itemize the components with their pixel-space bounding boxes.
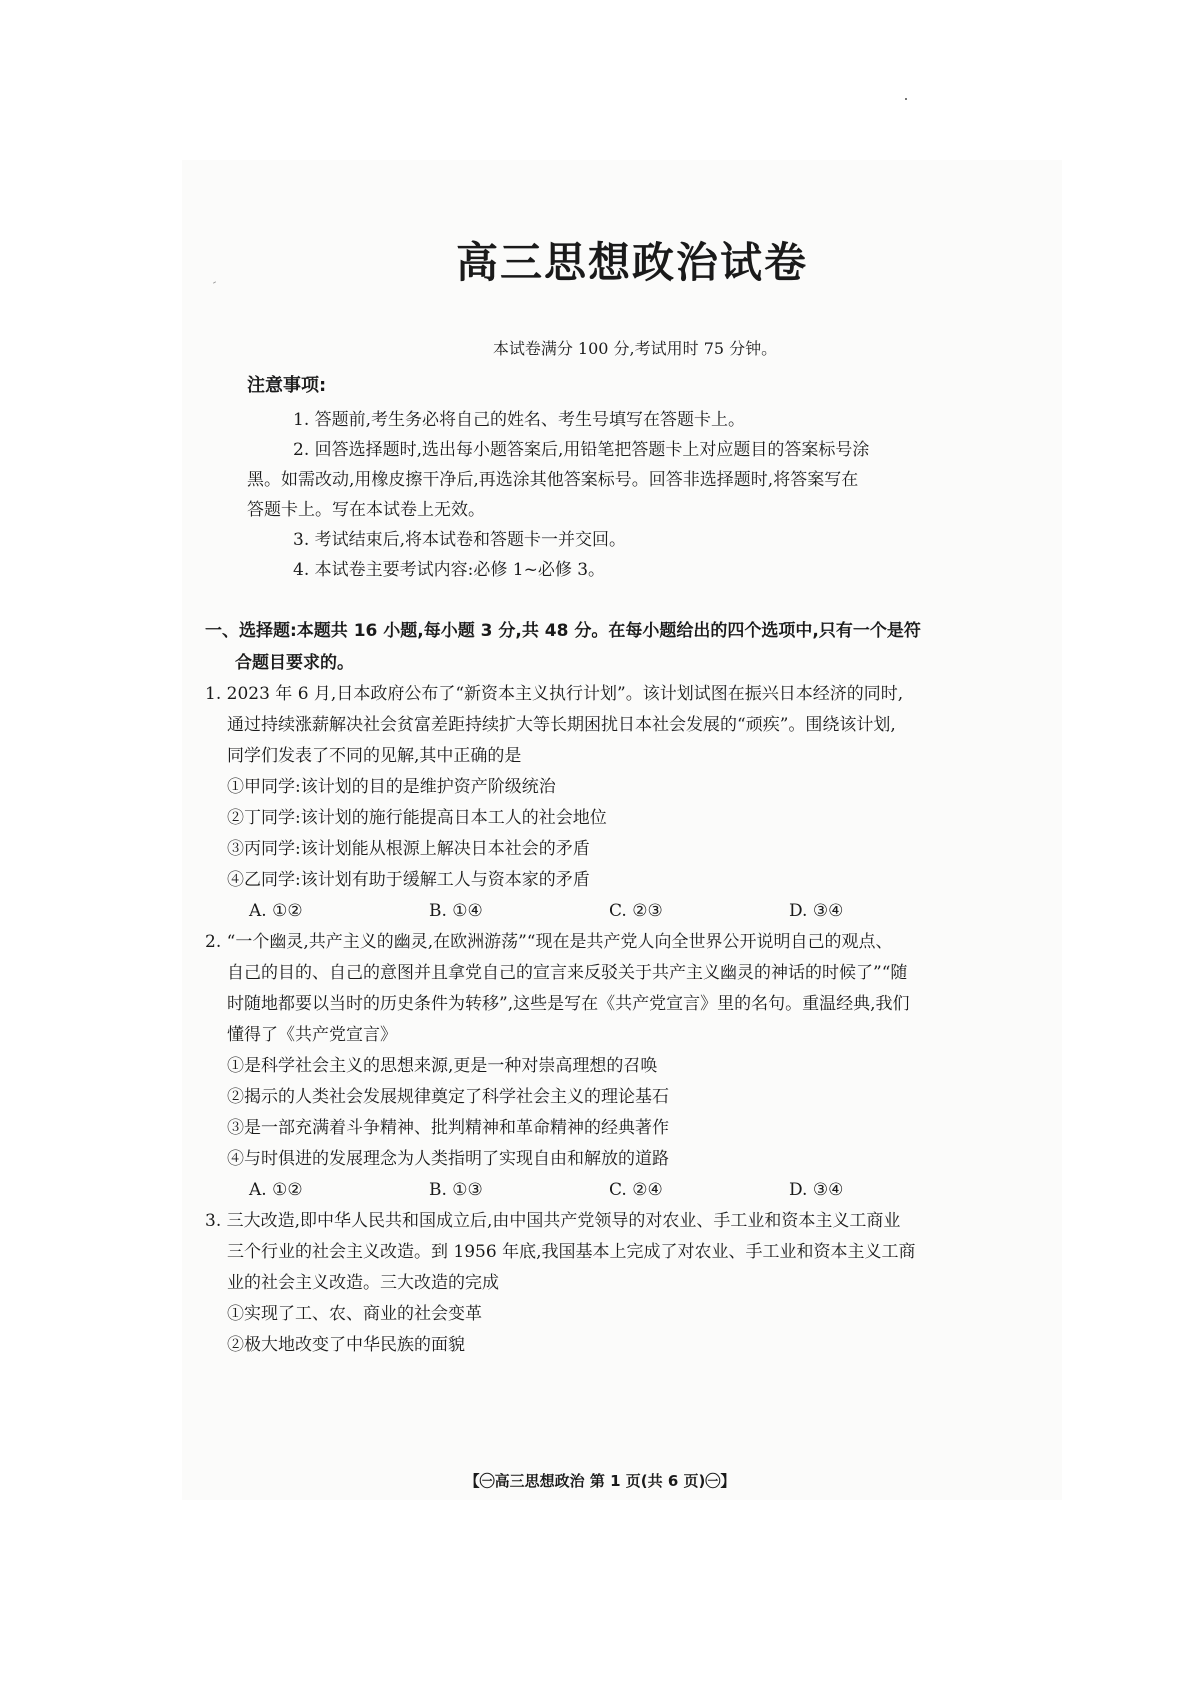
question-stem: 3. 三大改造,即中华人民共和国成立后,由中国共产党领导的对农业、手工业和资本主义工商业 — [205, 1211, 901, 1231]
notes-block — [205, 371, 1035, 585]
answer-choice: A. ①② — [249, 1180, 303, 1200]
question-stem: 三个行业的社会主义改造。到 1956 年底,我国基本上完成了对农业、手工业和资本主义工商 — [227, 1242, 916, 1262]
question-option: ①是科学社会主义的思想来源,更是一种对崇高理想的召唤 — [227, 1056, 658, 1076]
question-option: ③丙同学:该计划能从根源上解决日本社会的矛盾 — [227, 839, 590, 859]
question-stem: 1. 2023 年 6 月,日本政府公布了“新资本主义执行计划”。该计划试图在振兴日本经济的同时, — [205, 684, 904, 704]
answer-choices — [205, 1175, 1035, 1206]
question-2 — [205, 927, 1035, 1206]
section-heading — [205, 615, 1035, 679]
page-footer: 【㊀高三思想政治 第 1 页(共 6 页)㊀】 — [464, 1472, 736, 1490]
page-title: 高三思想政治试卷 — [455, 238, 808, 287]
question-option: ①甲同学:该计划的目的是维护资产阶级统治 — [227, 777, 556, 797]
question-stem: 自己的目的、自己的意图并且拿党自己的宣言来反驳关于共产主义幽灵的神话的时候了”“随 — [227, 963, 908, 983]
note-line: 黑。如需改动,用橡皮擦干净后,再选涂其他答案标号。回答非选择题时,将答案写在 — [247, 470, 859, 490]
answer-choice: A. ①② — [249, 901, 303, 921]
question-stem: 时随地都要以当时的历史条件为转移”,这些是写在《共产党宣言》里的名句。重温经典,我们 — [227, 994, 910, 1014]
note-line: 4. 本试卷主要考试内容:必修 1~必修 3。 — [293, 560, 606, 580]
answer-choice: B. ①④ — [429, 901, 483, 921]
answer-choice: D. ③④ — [789, 1180, 844, 1200]
question-option: ④乙同学:该计划有助于缓解工人与资本家的矛盾 — [227, 870, 590, 890]
answer-choice: C. ②④ — [609, 1180, 663, 1200]
question-option: ②丁同学:该计划的施行能提高日本工人的社会地位 — [227, 808, 607, 828]
exam-page — [205, 230, 1035, 1361]
note-line: 答题卡上。写在本试卷上无效。 — [247, 500, 485, 520]
question-option: ②揭示的人类社会发展规律奠定了科学社会主义的理论基石 — [227, 1087, 669, 1107]
scan-speck — [905, 98, 907, 100]
question-3 — [205, 1206, 1035, 1361]
question-stem: 2. “一个幽灵,共产主义的幽灵,在欧洲游荡”“现在是共产党人向全世界公开说明自己的观点、 — [205, 932, 893, 952]
note-line: 1. 答题前,考生务必将自己的姓名、考生号填写在答题卡上。 — [293, 410, 746, 430]
answer-choice: D. ③④ — [789, 901, 844, 921]
question-stem: 通过持续涨薪解决社会贫富差距持续扩大等长期困扰日本社会发展的“顽疾”。围绕该计划, — [227, 715, 896, 735]
section-heading-line: 一、选择题:本题共 16 小题,每小题 3 分,共 48 分。在每小题给出的四个选项中,只有一个是符 — [205, 621, 921, 641]
question-option: ④与时俱进的发展理念为人类指明了实现自由和解放的道路 — [227, 1149, 669, 1169]
section-heading-line: 合题目要求的。 — [235, 653, 354, 673]
question-option: ①实现了工、农、商业的社会变革 — [227, 1304, 482, 1324]
exam-info: 本试卷满分 100 分,考试用时 75 分钟。 — [492, 339, 778, 358]
question-stem: 业的社会主义改造。三大改造的完成 — [227, 1273, 499, 1293]
note-line: 3. 考试结束后,将本试卷和答题卡一并交回。 — [293, 530, 627, 550]
question-option: ③是一部充满着斗争精神、批判精神和革命精神的经典著作 — [227, 1118, 669, 1138]
question-stem: 懂得了《共产党宣言》 — [227, 1025, 397, 1045]
note-line: 2. 回答选择题时,选出每小题答案后,用铅笔把答题卡上对应题目的答案标号涂 — [293, 440, 870, 460]
answer-choice: B. ①③ — [429, 1180, 483, 1200]
question-1 — [205, 679, 1035, 927]
answer-choice: C. ②③ — [609, 901, 663, 921]
answer-choices — [205, 896, 1035, 927]
question-stem: 同学们发表了不同的见解,其中正确的是 — [227, 746, 522, 766]
notes-heading: 注意事项: — [247, 375, 327, 396]
question-option: ②极大地改变了中华民族的面貌 — [227, 1335, 465, 1355]
